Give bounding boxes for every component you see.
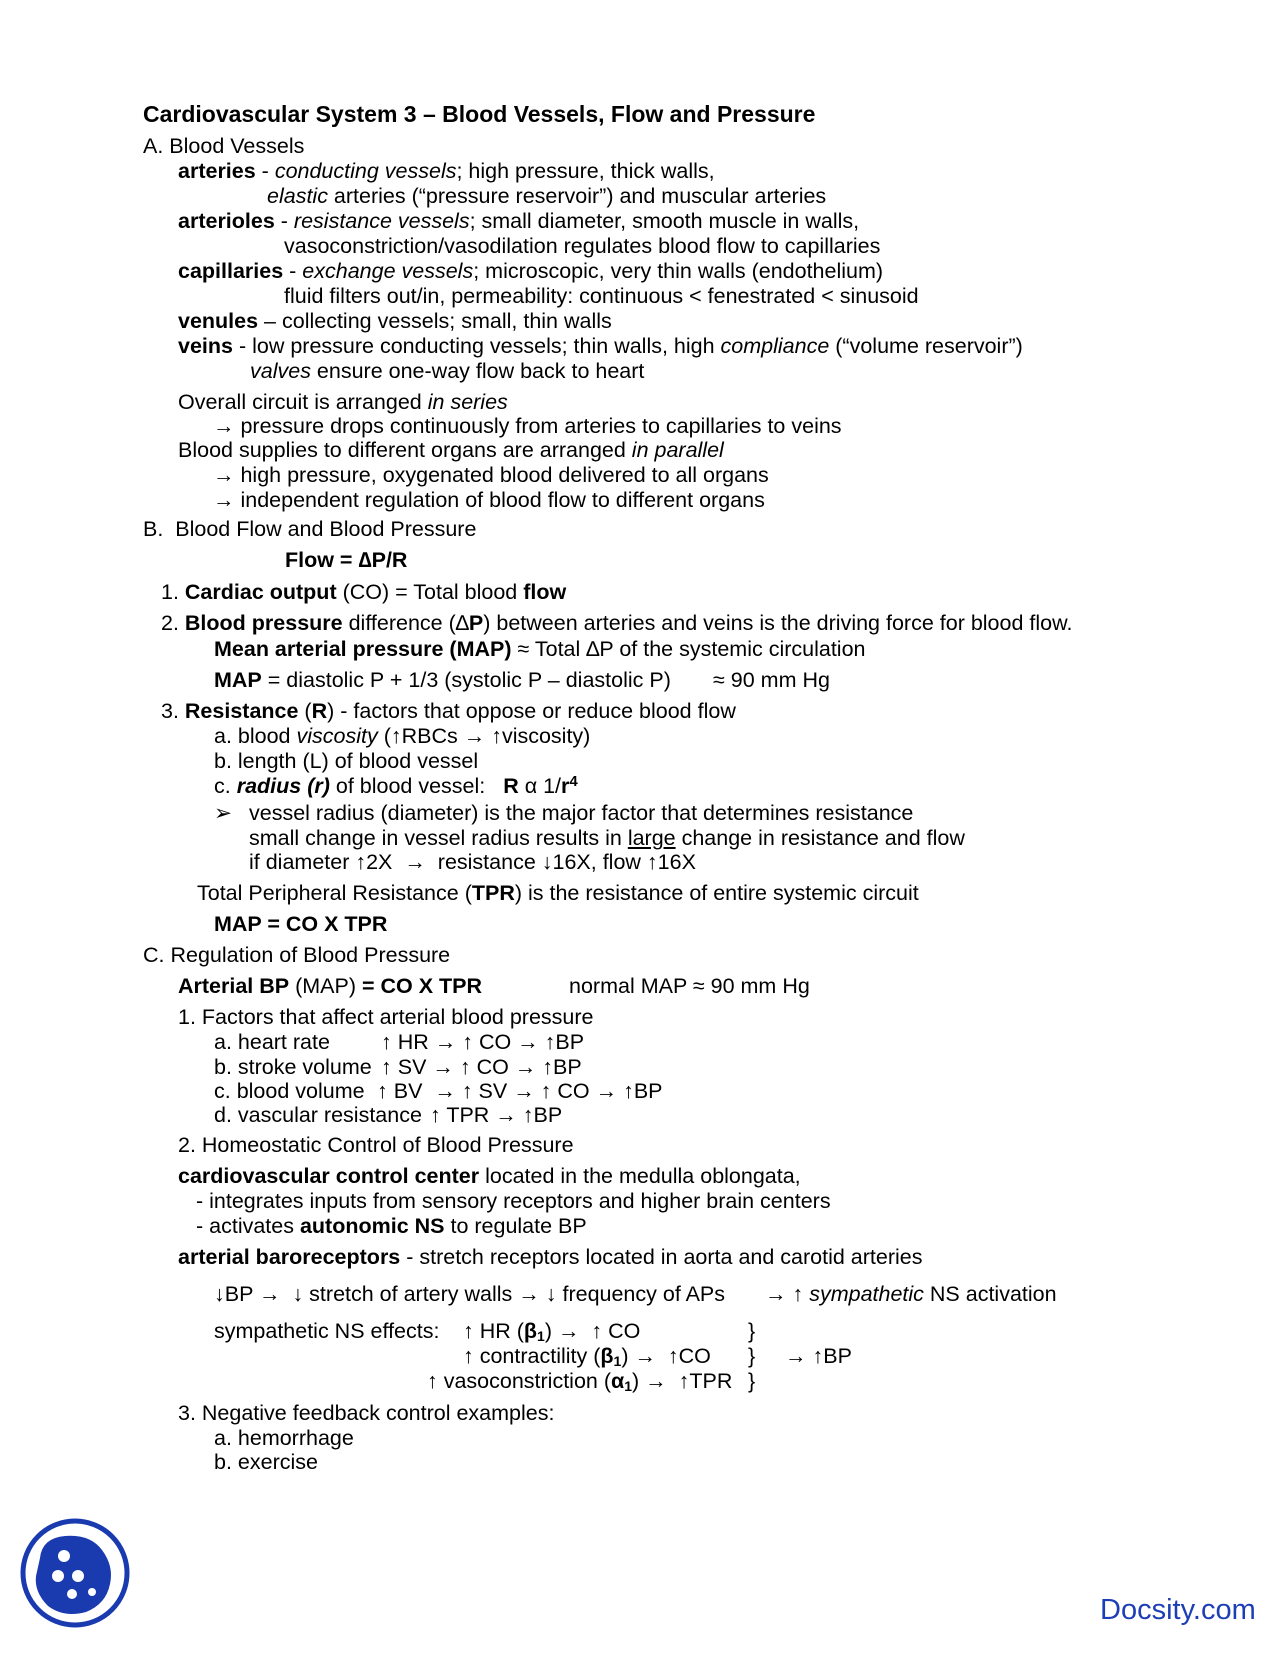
activates-line: - activates autonomic NS to regulate BP xyxy=(196,1214,587,1238)
arteries-line: arteries - conducting vessels; high pressure, thick walls, xyxy=(178,159,715,183)
factor-label: d. vascular resistance xyxy=(214,1103,422,1127)
factor-label: c. blood volume xyxy=(214,1079,365,1103)
sympathetic-effects-label: sympathetic NS effects: xyxy=(214,1319,440,1343)
effects-result: → ↑BP xyxy=(785,1344,852,1368)
cardiac-output-line: 1. Cardiac output (CO) = Total blood flow xyxy=(161,580,567,604)
map-equation: MAP = CO X TPR xyxy=(214,912,388,936)
veins-line: veins - low pressure conducting vessels; thin walls, high compliance (“volume reservoir”) xyxy=(178,334,1023,358)
section-a-heading: A. Blood Vessels xyxy=(143,134,305,158)
radius-bullet-line-3: if diameter ↑2X → resistance ↓16X, flow ↑16X xyxy=(249,850,696,874)
factor-effect: ↑ SV → ↑ CO → ↑BP xyxy=(381,1055,582,1079)
resistance-line: 3. Resistance (R) - factors that oppose or reduce blood flow xyxy=(161,699,736,723)
parallel-line: Blood supplies to different organs are arranged in parallel xyxy=(178,438,724,462)
example-exercise: b. exercise xyxy=(214,1450,318,1474)
factor-label: a. heart rate xyxy=(214,1030,330,1054)
series-line: Overall circuit is arranged in series xyxy=(178,390,508,414)
resistance-item-a: a. blood viscosity (↑RBCs → ↑viscosity) xyxy=(214,724,591,748)
radius-bullet-line-1: vessel radius (diameter) is the major factor that determines resistance xyxy=(249,801,914,825)
negative-feedback-heading: 3. Negative feedback control examples: xyxy=(178,1401,555,1425)
arterioles-line: arterioles - resistance vessels; small diameter, smooth muscle in walls, xyxy=(178,209,860,233)
capillaries-subline: fluid filters out/in, permeability: continuous < fenestrated < sinusoid xyxy=(284,284,919,308)
control-center-line: cardiovascular control center located in the medulla oblongata, xyxy=(178,1164,801,1188)
factor-effect: ↑ HR → ↑ CO → ↑BP xyxy=(381,1030,585,1054)
factors-heading: 1. Factors that affect arterial blood pressure xyxy=(178,1005,594,1029)
section-b-heading: B. Blood Flow and Blood Pressure xyxy=(143,517,477,541)
map-definition-line: Mean arterial pressure (MAP) ≈ Total ∆P of the systemic circulation xyxy=(214,637,866,661)
section-c-heading: C. Regulation of Blood Pressure xyxy=(143,943,451,967)
homeostatic-heading: 2. Homeostatic Control of Blood Pressure xyxy=(178,1133,574,1157)
resistance-item-c: c. radius (r) of blood vessel: R α $1/r^4$ xyxy=(214,773,578,798)
series-point: → pressure drops continuously from arteries to capillaries to veins xyxy=(213,414,842,438)
arterioles-subline: vasoconstriction/vasodilation regulates blood flow to capillaries xyxy=(284,234,881,258)
baroreceptors-line: arterial baroreceptors - stretch receptors located in aorta and carotid arteries xyxy=(178,1245,923,1269)
tpr-line: Total Peripheral Resistance (TPR) is the resistance of entire systemic circuit xyxy=(197,881,919,905)
arteries-subline: elastic arteries (“pressure reservoir”) and muscular arteries xyxy=(267,184,827,208)
baroreflex-chain: ↓BP → ↓ stretch of artery walls → ↓ frequency of APs xyxy=(214,1282,726,1306)
veins-subline: valves ensure one-way flow back to heart xyxy=(250,359,645,383)
example-hemorrhage: a. hemorrhage xyxy=(214,1426,354,1450)
docsity-logo-icon xyxy=(20,1518,130,1628)
radius-bullet-line-2: small change in vessel radius results in large change in resistance and flow xyxy=(249,826,965,850)
parallel-point-2: → independent regulation of blood flow to different organs xyxy=(213,488,765,512)
docsity-brand-link[interactable]: Docsity.com xyxy=(1100,1594,1256,1626)
flow-formula: Flow = ∆P/R xyxy=(285,548,408,572)
map-formula-line: MAP = diastolic P + 1/3 (systolic P – diastolic P) xyxy=(214,668,671,692)
resistance-item-b: b. length (L) of blood vessel xyxy=(214,749,479,773)
parallel-point-1: → high pressure, oxygenated blood delivered to all organs xyxy=(213,463,769,487)
brace: } xyxy=(748,1344,756,1368)
factor-effect: ↑ TPR → ↑BP xyxy=(430,1103,563,1127)
arrow-bullet-icon: ➢ xyxy=(214,801,233,825)
blood-pressure-line: 2. Blood pressure difference (∆P) between arteries and veins is the driving force for blood flow. xyxy=(161,611,1073,635)
factor-label: b. stroke volume xyxy=(214,1055,372,1079)
map-approx-value: ≈ 90 mm Hg xyxy=(713,668,830,692)
effect-vasoconstriction: ↑ vasoconstriction $(\alpha_1)$ → ↑TPR xyxy=(427,1369,733,1394)
venules-line: venules – collecting vessels; small, thin walls xyxy=(178,309,612,333)
brace: } xyxy=(748,1369,756,1393)
arterial-bp-line: Arterial BP (MAP) = CO X TPR xyxy=(178,974,483,998)
page-title: Cardiovascular System 3 – Blood Vessels, Flow and Pressure xyxy=(143,101,816,127)
capillaries-line: capillaries - exchange vessels; microscopic, very thin walls (endothelium) xyxy=(178,259,884,283)
effect-heart-rate: ↑ HR $(\beta_1)$ → ↑ CO xyxy=(463,1319,641,1344)
normal-map-note: normal MAP ≈ 90 mm Hg xyxy=(569,974,810,998)
factor-effect: ↑ BV → ↑ SV → ↑ CO → ↑BP xyxy=(377,1079,663,1103)
sympathetic-activation: → ↑ sympathetic NS activation xyxy=(765,1282,1057,1306)
brace: } xyxy=(748,1319,756,1343)
effect-contractility: ↑ contractility $(\beta_1)$ → ↑CO xyxy=(463,1344,711,1369)
integrates-line: - integrates inputs from sensory receptors and higher brain centers xyxy=(196,1189,831,1213)
